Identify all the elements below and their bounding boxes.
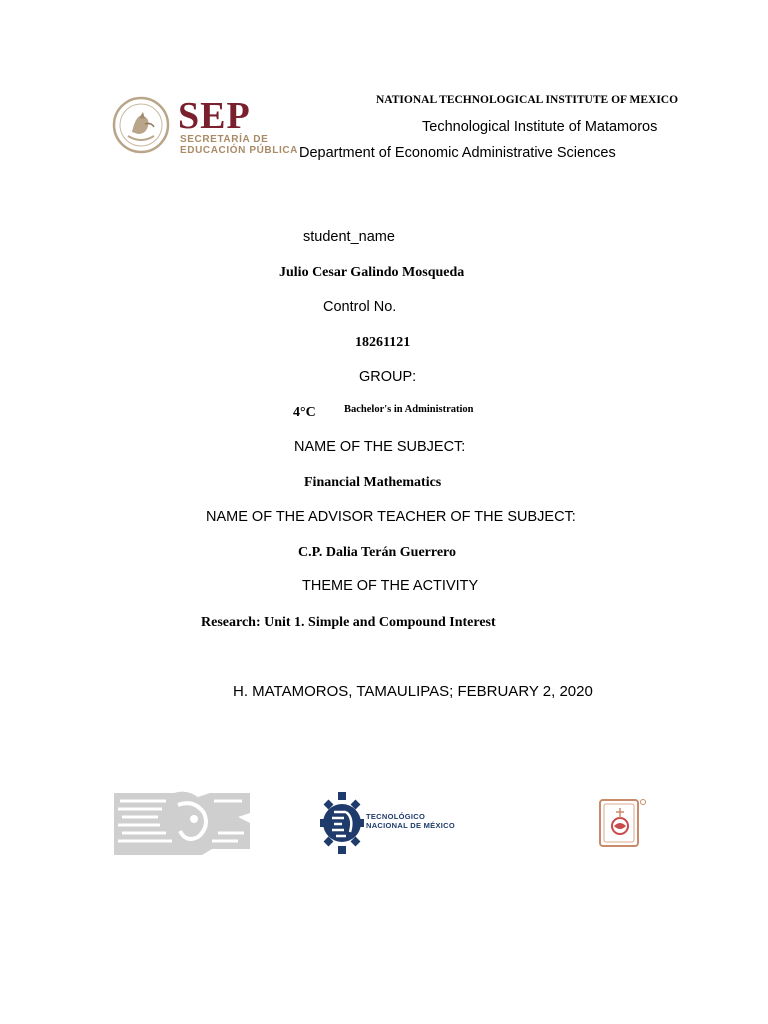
control-number-value: 18261121 (355, 335, 411, 350)
group-value: 4°C (293, 405, 316, 420)
tecnm-wordmark-line2: NACIONAL DE MÉXICO (366, 821, 456, 830)
activity-theme-label: THEME OF THE ACTIVITY (302, 578, 479, 594)
sep-subtitle-line1: SECRETARÍA DE (180, 134, 269, 145)
tecnm-logo (320, 792, 456, 854)
sep-subtitle-line2: EDUCACIÓN PÚBLICA (180, 145, 298, 156)
group-label: GROUP: (359, 369, 417, 385)
sep-wordmark: SEP (178, 95, 251, 137)
student-name-label: student_name (303, 229, 395, 245)
sep-subtitle (180, 134, 298, 156)
technological-institute-heading: Technological Institute of Matamoros (422, 119, 658, 135)
aztec-warrior-head-logo-icon (114, 787, 250, 855)
activity-theme-value: Research: Unit 1. Simple and Compound Interest (201, 615, 496, 630)
degree-value: Bachelor's in Administration (344, 404, 474, 415)
mexico-coat-of-arms-seal-icon (112, 96, 170, 154)
place-and-date: H. MATAMOROS, TAMAULIPAS; FEBRUARY 2, 2020 (233, 683, 593, 700)
sep-logo (112, 94, 298, 158)
student-name-value: Julio Cesar Galindo Mosqueda (279, 265, 465, 280)
itm-emblem-logo (598, 796, 648, 850)
advisor-teacher-label: NAME OF THE ADVISOR TEACHER OF THE SUBJECT: (206, 509, 576, 525)
control-number-label: Control No. (323, 299, 397, 315)
tecnm-wordmark-line1: TECNOLÓGICO (366, 812, 426, 821)
aztec-warrior-logo (114, 787, 250, 855)
tecnm-wordmark (366, 812, 455, 830)
tecnm-gear-logo-icon (320, 792, 364, 854)
subject-name-label: NAME OF THE SUBJECT: (294, 439, 466, 455)
national-institute-heading: NATIONAL TECHNOLOGICAL INSTITUTE OF MEXICO (376, 94, 679, 106)
department-heading: Department of Economic Administrative Sciences (299, 145, 616, 161)
subject-name-value: Financial Mathematics (304, 475, 442, 490)
itm-emblem-logo-icon (598, 796, 648, 850)
advisor-teacher-value: C.P. Dalia Terán Guerrero (298, 545, 457, 560)
